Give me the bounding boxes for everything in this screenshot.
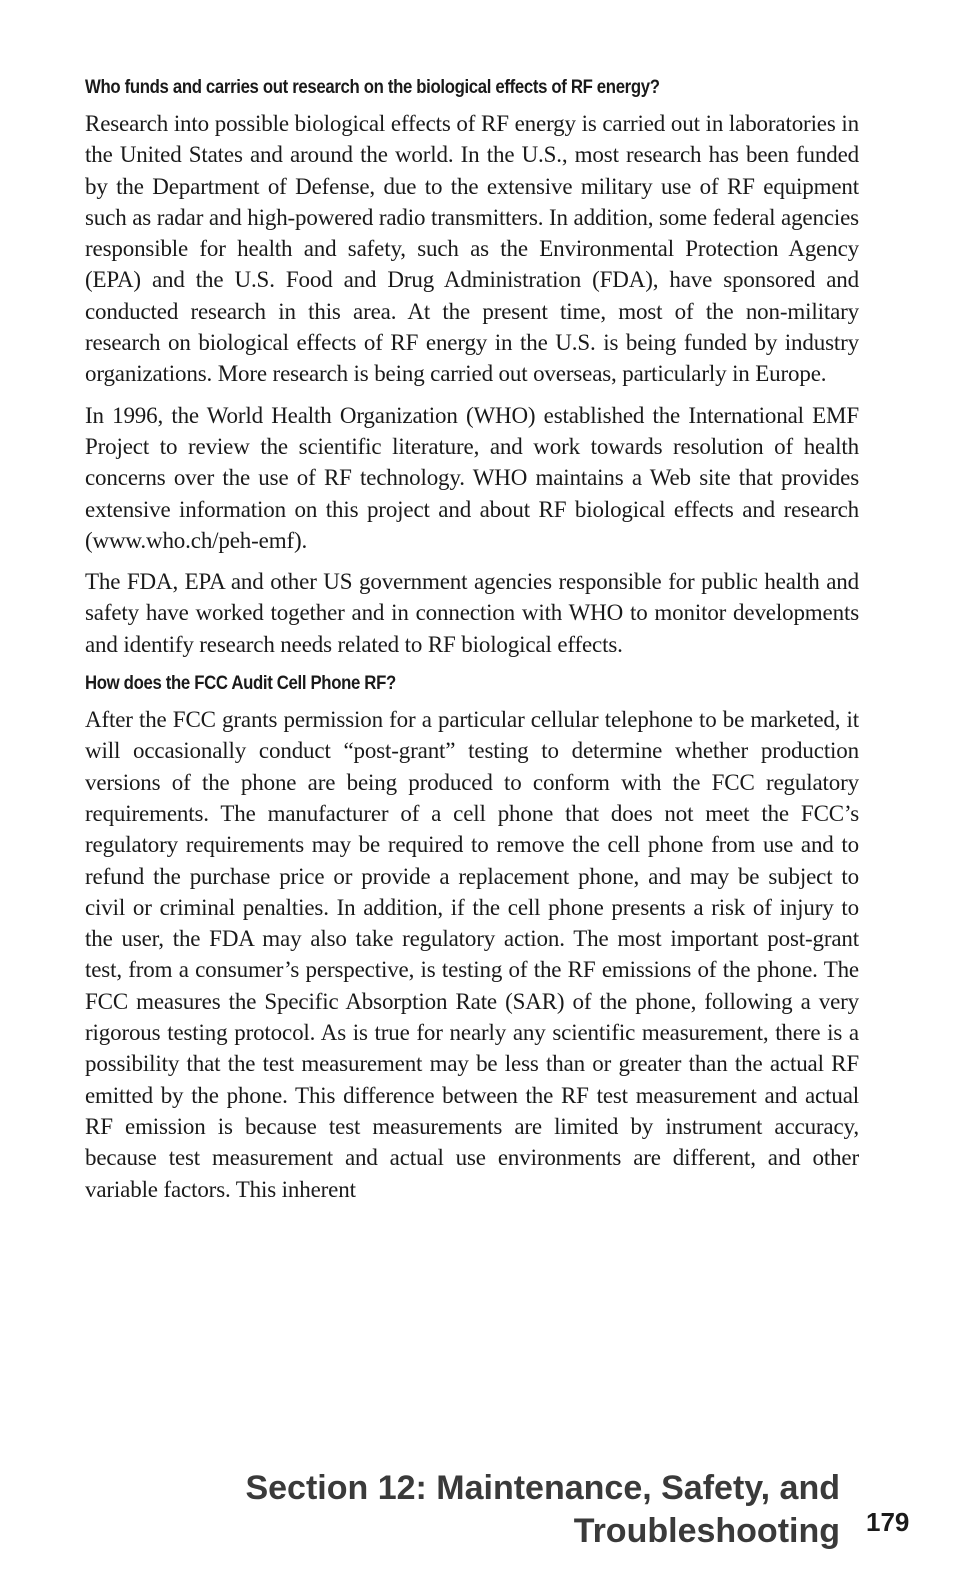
footer-section-title-line1: Section 12: Maintenance, Safety, and <box>245 1469 840 1507</box>
paragraph-who-emf-project: In 1996, the World Health Organization (WHO) established the International EMF Project to review the scientific literature, and work towards resolution of health concerns over the use of RF technology. WHO maintains a Web site that provides extensive information on this project and about RF biological effects and research (www.who.ch/peh-emf). <box>85 402 859 553</box>
paragraph-fcc-post-grant-testing: After the FCC grants permission for a particular cellular telephone to be marketed, it will occasionally conduct “post-grant” testing to determine whether production versions of the phone are being produced to conform with the FCC regulatory requirements. The manufacturer of a cell phone that does not meet the FCC’s regulatory requirements may be required to remove the cell phone from use and to refund the purchase price or provide a replacement phone, and may be subject to civil or criminal penalties. In addition, if the cell phone presents a risk of injury to the user, the FDA may also take regulatory action. The most important post-grant test, from a consumer’s perspective, is testing of the RF emissions of the phone. The FCC measures the Specific Absorption Rate (SAR) of the phone, following a very rigorous testing protocol. As is true for nearly any scientific measurement, there is a possibility that the test measurement may be less than or greater than the actual RF emitted by the phone. This difference between the RF test measurement and actual RF emission is because test measurements are limited by instrument accuracy, because test measurement and actual use environments are different, and other variable factors. This inherent <box>85 707 859 1202</box>
footer-section-title-line2: Troubleshooting <box>573 1512 840 1550</box>
section-heading-fcc-audit: How does the FCC Audit Cell Phone RF? <box>85 672 396 695</box>
page-number: 179 <box>866 1507 910 1537</box>
page-body <box>85 74 859 1215</box>
section-heading-rf-research: Who funds and carries out research on the biological effects of RF energy? <box>85 76 660 98</box>
paragraph-government-agencies: The FDA, EPA and other US government agencies responsible for public health and safety have worked together and in connection with WHO to monitor developments and identify research needs related to RF biological effects. <box>85 569 859 657</box>
paragraph-research-overview: Research into possible biological effects of RF energy is carried out in laboratories in the United States and around the world. In the U.S., most research has been funded by the Department of Defense, due to the extensive military use of RF equipment such as radar and high-powered radio transmitters. In addition, some federal agencies responsible for health and safety, such as the Environmental Protection Agency (EPA) and the U.S. Food and Drug Administration (FDA), have sponsored and conducted research in this area. At the present time, most of the non-military research on biological effects of RF energy in the U.S. is being funded by industry organizations. More research is being carried out overseas, particularly in Europe. <box>85 111 859 387</box>
running-footer <box>245 1467 840 1553</box>
